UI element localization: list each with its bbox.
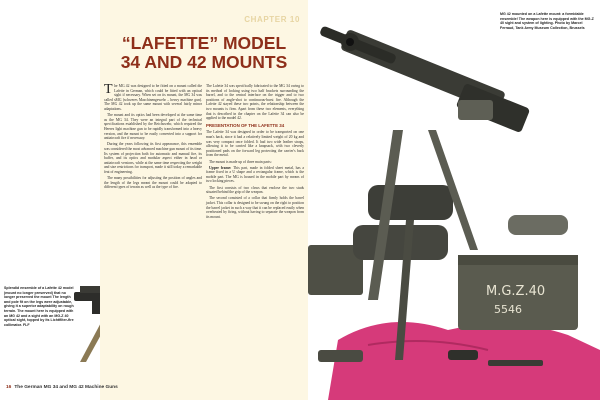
chapter-title [100,34,308,72]
paragraph: The Lafette 34 was designed in order to be transported on one man's back, since it had a relatively limited weight of 20 kg and was very compact once folded. It had two wide leather straps, allowing it to be carried like a knapsack, with two cleverly positioned pads on the forward leg protecting the carrier's back from the metal. [206,130,304,158]
paragraph [104,84,202,112]
paragraph-text: This part, made in folded sheet metal, has a frame fixed in a U shape and a rectangular frame, which is the mobile part. The MG is housed in the mobile part by means of two locking pieces. [206,165,304,184]
page-footer [6,385,118,390]
section-heading: PRESENTATION OF THE LAFETTE 34 [206,122,285,128]
ammo-box-label-1: M.G.Z.40 [486,284,546,299]
book-title: The German MG 34 and MG 42 Machine Guns [14,385,118,390]
paragraph: The Lafette 34 was specifically fabricated to the MG 34 owing to its method of locking using two half brackets surrounding the barrel, and to the central interface on the trigger and to two positions of angle-shot to continuous-burst fire. Although the Lafette 42 stayed these two points, the relationship between the two mounts is firm. Apart from these two elements, everything that is described in the chapter on the Lafette 34 can also be applied to the model 42. [206,84,304,121]
paragraph: During the years following its first appearance, this ensemble was considered the most advanced machine gun mount of its time. Its system of projection both for automatic and manual fire, its buffer, and its optics and modular aspect either in head or antiaircraft versions, while at the same time respecting the weight and size restrictions for transport, made it still today a remarkable feat of engineering. [104,142,203,174]
paragraph: The many possibilities for adjusting the position of angles and the length of the legs meant the mount could be adapted to different types of terrain as well as the type of fire. [104,176,202,190]
right-photo-panel [308,0,600,400]
paragraph: The mount and its optics had been developed at the same time as the MG 34. They were an integral part of the technical specifications established by the Reichswehr, which required the Heeres light machine gun to be rapidly transformed into a heavy version, and the mount to be easily converted into a support for antiaircraft fire if necessary. [104,113,202,141]
chapter-label: CHAPTER 10 [244,15,300,24]
right-photo-caption: MG 42 mounted on a Lafette mount: a formidable ensemble! The weapon here is equipped with the MG-Z 40 sight and system of lighting. Photo by Marcel Ferraud, Tank Army Museum Collection, Brussels [500,12,594,30]
title-line-2: 34 AND 42 MOUNTS [120,52,288,72]
title-line-1: “LAFETTE” MODEL [121,33,287,53]
drop-cap: T [104,82,113,97]
paragraph-text: he MG 42 was designed to be fitted on a mount called die Lafette in German, which could be fitted with an optical sight if necessary. When set on its mount, the MG 34 was called sMG (schweres Maschinengewehr – heavy machine gun). The MG 42 took up the same mount with several fairly minor adaptations. [104,84,202,111]
right-machine-gun-photo [308,0,600,400]
paragraph: The second consisted of a collar that firmly holds the barrel jacket. This collar is designed to be swung on the right to position the barrel jacket in such a way that it can be replaced easily when overheated by firing, without having to separate the weapon from its mount. [206,196,304,219]
run-in-heading: Upper frame: [209,165,232,170]
paragraph: The first consists of two claws that enclose the two studs situated behind the grip of the weapon. [206,185,304,195]
paragraph [206,166,304,184]
text-column-left [104,84,202,191]
ammo-box-label-2: 5546 [494,303,522,316]
text-column-right [206,84,304,221]
page-number: 16 [6,385,12,390]
paragraph: The mount is made up of three main parts: [209,159,272,164]
left-photo-caption: Splendid ensemble of a Lafette 42 model (mount no longer preserved) that no longer preserved the mount The length and pole fit on the legs were adjustable, giving it a superior adaptability on rough terrain. The mount here is equipped with an MG 42 and a sight with an MG-Z 40 optical sight, topped by its Lichtfilter-fire collimator. FLF [4,286,74,327]
